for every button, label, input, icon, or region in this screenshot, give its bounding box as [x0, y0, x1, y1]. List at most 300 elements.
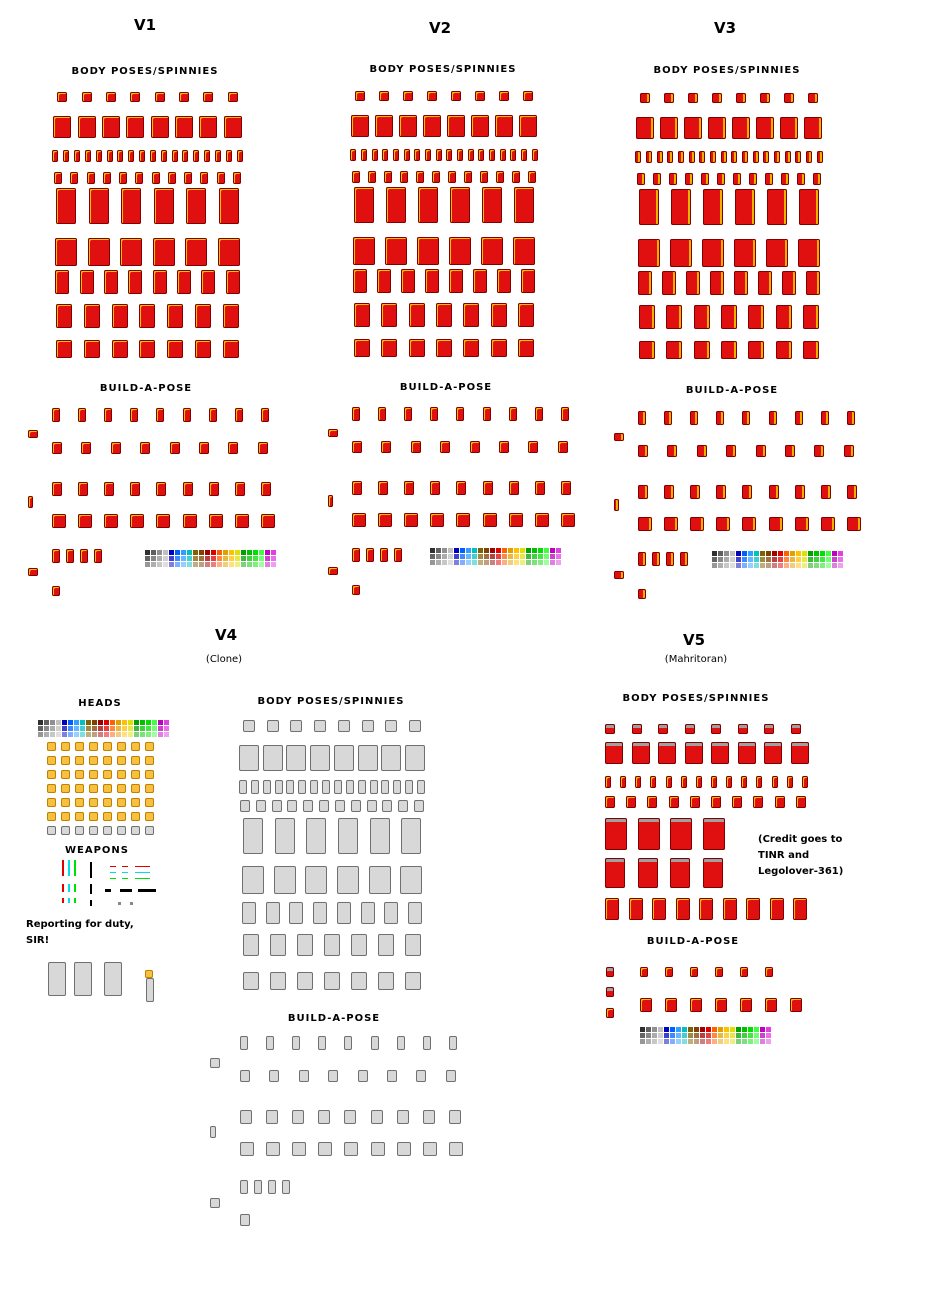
palette-swatch [796, 563, 801, 568]
head-sprite [145, 784, 154, 793]
head-sprite [89, 742, 98, 751]
sprite [770, 898, 784, 920]
palette-swatch [460, 554, 465, 559]
sprite [710, 151, 716, 163]
palette-swatch [253, 556, 258, 561]
palette-swatch [718, 557, 723, 562]
sprite [480, 171, 488, 183]
sprite [195, 304, 211, 328]
palette-swatch [104, 720, 109, 725]
sprite [658, 742, 676, 764]
sprite [632, 724, 642, 734]
palette-swatch [526, 548, 531, 553]
sprite [635, 151, 641, 163]
sprite [240, 1036, 248, 1050]
palette-swatch [157, 562, 162, 567]
palette-swatch [688, 1033, 693, 1038]
sprite [286, 780, 294, 794]
sprite [495, 115, 513, 137]
sprite [681, 776, 687, 788]
sprite [513, 237, 535, 265]
palette-swatch [694, 1033, 699, 1038]
sprite [688, 93, 698, 103]
sprite [457, 149, 463, 161]
palette-swatch [92, 726, 97, 731]
sprite [769, 411, 777, 425]
sprite [55, 238, 77, 266]
head-sprite [75, 826, 84, 835]
palette-swatch [730, 563, 735, 568]
sprite [690, 998, 702, 1012]
sprite [111, 442, 121, 454]
sprite-head [28, 496, 33, 508]
sprite [748, 305, 764, 329]
head-sprite [131, 812, 140, 821]
sprite [168, 172, 176, 184]
sprite [784, 93, 794, 103]
palette-swatch [736, 557, 741, 562]
sprite [636, 117, 654, 139]
palette-swatch [838, 551, 843, 556]
palette-swatch [62, 732, 67, 737]
sprite [52, 442, 62, 454]
weapon-sprite [122, 866, 128, 867]
sprite [193, 150, 199, 162]
sprite [104, 514, 118, 528]
palette-swatch [550, 548, 555, 553]
sprite [790, 998, 802, 1012]
palette-swatch [508, 548, 513, 553]
palette-swatch [145, 550, 150, 555]
head-sprite [103, 826, 112, 835]
sprite [742, 517, 756, 531]
sprite [240, 1214, 250, 1226]
sprite [88, 238, 110, 266]
sprite [344, 1036, 352, 1050]
palette-swatch [122, 732, 127, 737]
sprite-head [328, 429, 338, 437]
palette-swatch [152, 720, 157, 725]
sprite [70, 172, 78, 184]
sprite [107, 150, 113, 162]
sprite [378, 407, 386, 421]
palette-swatch [808, 563, 813, 568]
palette-swatch [259, 550, 264, 555]
palette-swatch [544, 548, 549, 553]
sprite [261, 482, 271, 496]
sprite [440, 441, 450, 453]
sprite [237, 150, 243, 162]
palette-swatch [68, 732, 73, 737]
sprite-head [614, 571, 624, 579]
sprite-head [606, 967, 614, 977]
sprite [753, 796, 763, 808]
sprite [156, 408, 164, 422]
head-sprite [89, 756, 98, 765]
sprite [446, 149, 452, 161]
palette-swatch [116, 726, 121, 731]
sprite [394, 548, 402, 562]
sprite [740, 998, 752, 1012]
palette-swatch [700, 1039, 705, 1044]
sprite [287, 800, 297, 812]
palette-swatch [802, 551, 807, 556]
sprite [721, 151, 727, 163]
sprite [664, 93, 674, 103]
sprite [368, 171, 376, 183]
sprite [286, 745, 306, 771]
palette-swatch [164, 726, 169, 731]
weapon-sprite [105, 889, 111, 892]
sprite [639, 305, 655, 329]
sprite [182, 150, 188, 162]
palette-swatch [247, 550, 252, 555]
sprite [711, 776, 717, 788]
palette-swatch [74, 726, 79, 731]
v1-build-heading: BUILD-A-POSE [99, 383, 193, 394]
palette-swatch [146, 732, 151, 737]
sprite [814, 445, 824, 457]
sprite-head [606, 987, 614, 997]
sprite [243, 972, 259, 990]
sprite [226, 150, 232, 162]
sprite [55, 270, 69, 294]
sprite [637, 173, 645, 185]
sprite [731, 151, 737, 163]
sprite [57, 92, 67, 102]
sprite [640, 967, 648, 977]
palette-swatch [838, 563, 843, 568]
v5-body-heading: BODY POSES/SPINNIES [622, 693, 770, 704]
sprite [399, 115, 417, 137]
sprite [496, 171, 504, 183]
sprite [689, 151, 695, 163]
sprite [350, 149, 356, 161]
palette-swatch [694, 1027, 699, 1032]
palette-swatch [658, 1039, 663, 1044]
weapon-sprite [110, 872, 116, 873]
palette-swatch [205, 550, 210, 555]
palette-swatch [211, 550, 216, 555]
palette-swatch [778, 557, 783, 562]
sprite [775, 796, 785, 808]
sprite [463, 303, 479, 327]
palette-swatch [466, 548, 471, 553]
sprite [796, 796, 806, 808]
sprite [126, 116, 144, 138]
sprite [203, 92, 213, 102]
sprite [605, 742, 623, 764]
sprite [104, 482, 114, 496]
sprite [733, 173, 741, 185]
sprite [361, 902, 375, 924]
sprite [318, 1110, 330, 1124]
palette-swatch [223, 556, 228, 561]
sprite [386, 187, 406, 223]
palette-swatch [742, 1033, 747, 1038]
sprite [497, 269, 511, 293]
head-sprite [75, 784, 84, 793]
palette-swatch [265, 550, 270, 555]
sprite [275, 780, 283, 794]
sprite [352, 441, 362, 453]
sprite [381, 303, 397, 327]
head-sprite [145, 756, 154, 765]
palette-swatch [253, 562, 258, 567]
sprite [119, 172, 127, 184]
sprite [666, 305, 682, 329]
palette-swatch [736, 1027, 741, 1032]
palette-swatch [223, 562, 228, 567]
palette-swatch [448, 560, 453, 565]
sprite [803, 341, 819, 359]
sprite [52, 150, 58, 162]
sprite [657, 151, 663, 163]
head-sprite [117, 826, 126, 835]
sprite [269, 1070, 279, 1082]
sprite [346, 780, 354, 794]
palette-swatch [502, 554, 507, 559]
palette-swatch [820, 563, 825, 568]
sprite [821, 485, 831, 499]
palette-swatch [766, 551, 771, 556]
palette-swatch [826, 563, 831, 568]
sprite [240, 1180, 248, 1194]
v4-build-heading: BUILD-A-POSE [287, 1013, 381, 1024]
sprite [354, 339, 370, 357]
head-sprite [117, 756, 126, 765]
palette-swatch [658, 1033, 663, 1038]
palette-swatch [724, 557, 729, 562]
sprite [338, 720, 350, 732]
sprite [80, 270, 94, 294]
palette-swatch [80, 732, 85, 737]
sprite [266, 1036, 274, 1050]
sprite [699, 151, 705, 163]
weapon-sprite [90, 884, 92, 894]
sprite [653, 173, 661, 185]
sprite [53, 116, 71, 138]
v4-weapons-heading: WEAPONS [64, 845, 130, 856]
sprite [519, 115, 537, 137]
palette-swatch [712, 1033, 717, 1038]
palette-swatch [760, 563, 765, 568]
sprite [82, 92, 92, 102]
palette-swatch [199, 550, 204, 555]
palette-swatch [199, 556, 204, 561]
sprite [272, 800, 282, 812]
credit-line-2: TINR and [758, 850, 810, 861]
sprite [734, 271, 748, 295]
palette-swatch [151, 556, 156, 561]
sprite [354, 187, 374, 223]
palette-swatch [134, 726, 139, 731]
palette-swatch [784, 557, 789, 562]
sprite [275, 818, 295, 854]
sprite [561, 407, 569, 421]
palette-swatch [754, 551, 759, 556]
v2-build-heading: BUILD-A-POSE [399, 382, 493, 393]
palette-swatch [490, 548, 495, 553]
sprite [456, 481, 466, 495]
sprite [324, 934, 340, 956]
sprite [481, 237, 503, 265]
palette-swatch [175, 550, 180, 555]
sprite [243, 818, 263, 854]
weapon-sprite [110, 878, 116, 879]
head-sprite [117, 784, 126, 793]
palette-swatch [436, 554, 441, 559]
sprite [652, 552, 660, 566]
palette-swatch [490, 554, 495, 559]
sprite [112, 340, 128, 358]
sprite [369, 866, 391, 894]
sprite [219, 188, 239, 224]
clone-sprite [146, 978, 154, 1002]
palette-swatch [472, 560, 477, 565]
palette-swatch [646, 1027, 651, 1032]
sprite [384, 171, 392, 183]
sprite [366, 548, 374, 562]
sprite [393, 780, 401, 794]
palette-swatch [110, 732, 115, 737]
sprite [639, 341, 655, 359]
sprite [362, 720, 374, 732]
sprite [371, 1142, 385, 1156]
sprite [270, 972, 286, 990]
sprite [664, 485, 674, 499]
palette-swatch [808, 551, 813, 556]
sprite [690, 796, 700, 808]
palette-swatch [778, 551, 783, 556]
palette-swatch [502, 560, 507, 565]
palette-swatch [832, 563, 837, 568]
palette-swatch [460, 548, 465, 553]
head-sprite [131, 756, 140, 765]
sprite [375, 115, 393, 137]
sprite [512, 171, 520, 183]
sprite-head [614, 499, 619, 511]
palette-swatch [832, 551, 837, 556]
palette-swatch [211, 562, 216, 567]
sprite [80, 549, 88, 563]
palette-swatch [772, 557, 777, 562]
sprite [409, 720, 421, 732]
sprite [782, 271, 796, 295]
head-sprite [89, 798, 98, 807]
v4-title: V4 [214, 626, 238, 644]
palette-swatch [502, 548, 507, 553]
sprite [690, 485, 700, 499]
palette-swatch [712, 563, 717, 568]
palette-swatch [736, 1033, 741, 1038]
palette-swatch [820, 551, 825, 556]
sprite [303, 800, 313, 812]
sprite-head [210, 1058, 220, 1068]
palette-swatch [44, 726, 49, 731]
sprite [209, 514, 223, 528]
head-sprite [103, 770, 112, 779]
head-sprite [47, 756, 56, 765]
palette-swatch [74, 720, 79, 725]
sprite [491, 303, 507, 327]
v5-title: V5 [682, 631, 706, 649]
palette-swatch [229, 562, 234, 567]
palette-swatch [520, 554, 525, 559]
sprite [306, 818, 326, 854]
sprite [847, 485, 857, 499]
palette-swatch [658, 1027, 663, 1032]
sprite [449, 237, 471, 265]
palette-swatch [152, 726, 157, 731]
palette-swatch [62, 720, 67, 725]
palette-swatch [50, 726, 55, 731]
sprite [414, 149, 420, 161]
weapon-sprite [110, 866, 116, 867]
sprite [52, 408, 60, 422]
sprite [384, 902, 398, 924]
sprite [254, 1180, 262, 1194]
head-sprite [89, 826, 98, 835]
palette-swatch [766, 1039, 771, 1044]
palette-swatch [790, 551, 795, 556]
sprite [66, 549, 74, 563]
sprite [170, 442, 180, 454]
palette-swatch [110, 720, 115, 725]
v3-body-heading: BODY POSES/SPINNIES [653, 65, 801, 76]
sprite [414, 800, 424, 812]
sprite [667, 445, 677, 457]
sprite [802, 776, 808, 788]
sprite [780, 117, 798, 139]
sprite [666, 552, 674, 566]
weapon-sprite [62, 884, 64, 892]
sprite [235, 514, 249, 528]
sprite [676, 898, 690, 920]
sprite [120, 238, 142, 266]
v4-speech [26, 917, 134, 949]
sprite [52, 586, 60, 596]
sprite [558, 441, 568, 453]
sprite [328, 1070, 338, 1082]
palette-swatch [436, 560, 441, 565]
sprite [183, 482, 193, 496]
weapon-sprite [74, 898, 76, 903]
sprite [763, 151, 769, 163]
sprite [372, 149, 378, 161]
palette-swatch [151, 562, 156, 567]
palette-swatch [38, 720, 43, 725]
sprite [344, 1110, 356, 1124]
palette-swatch [116, 720, 121, 725]
sprite [256, 800, 266, 812]
palette-swatch [110, 726, 115, 731]
sprite [117, 150, 123, 162]
weapon-sprite [138, 889, 156, 892]
sprite [746, 898, 760, 920]
palette-swatch [92, 732, 97, 737]
palette-swatch [490, 560, 495, 565]
palette-swatch [550, 560, 555, 565]
palette-swatch [146, 726, 151, 731]
sprite [605, 776, 611, 788]
palette-swatch [265, 556, 270, 561]
sprite [449, 269, 463, 293]
sprite-head [28, 430, 38, 438]
sprite [640, 93, 650, 103]
v1-body-heading: BODY POSES/SPINNIES [71, 66, 219, 77]
sprite [381, 780, 389, 794]
